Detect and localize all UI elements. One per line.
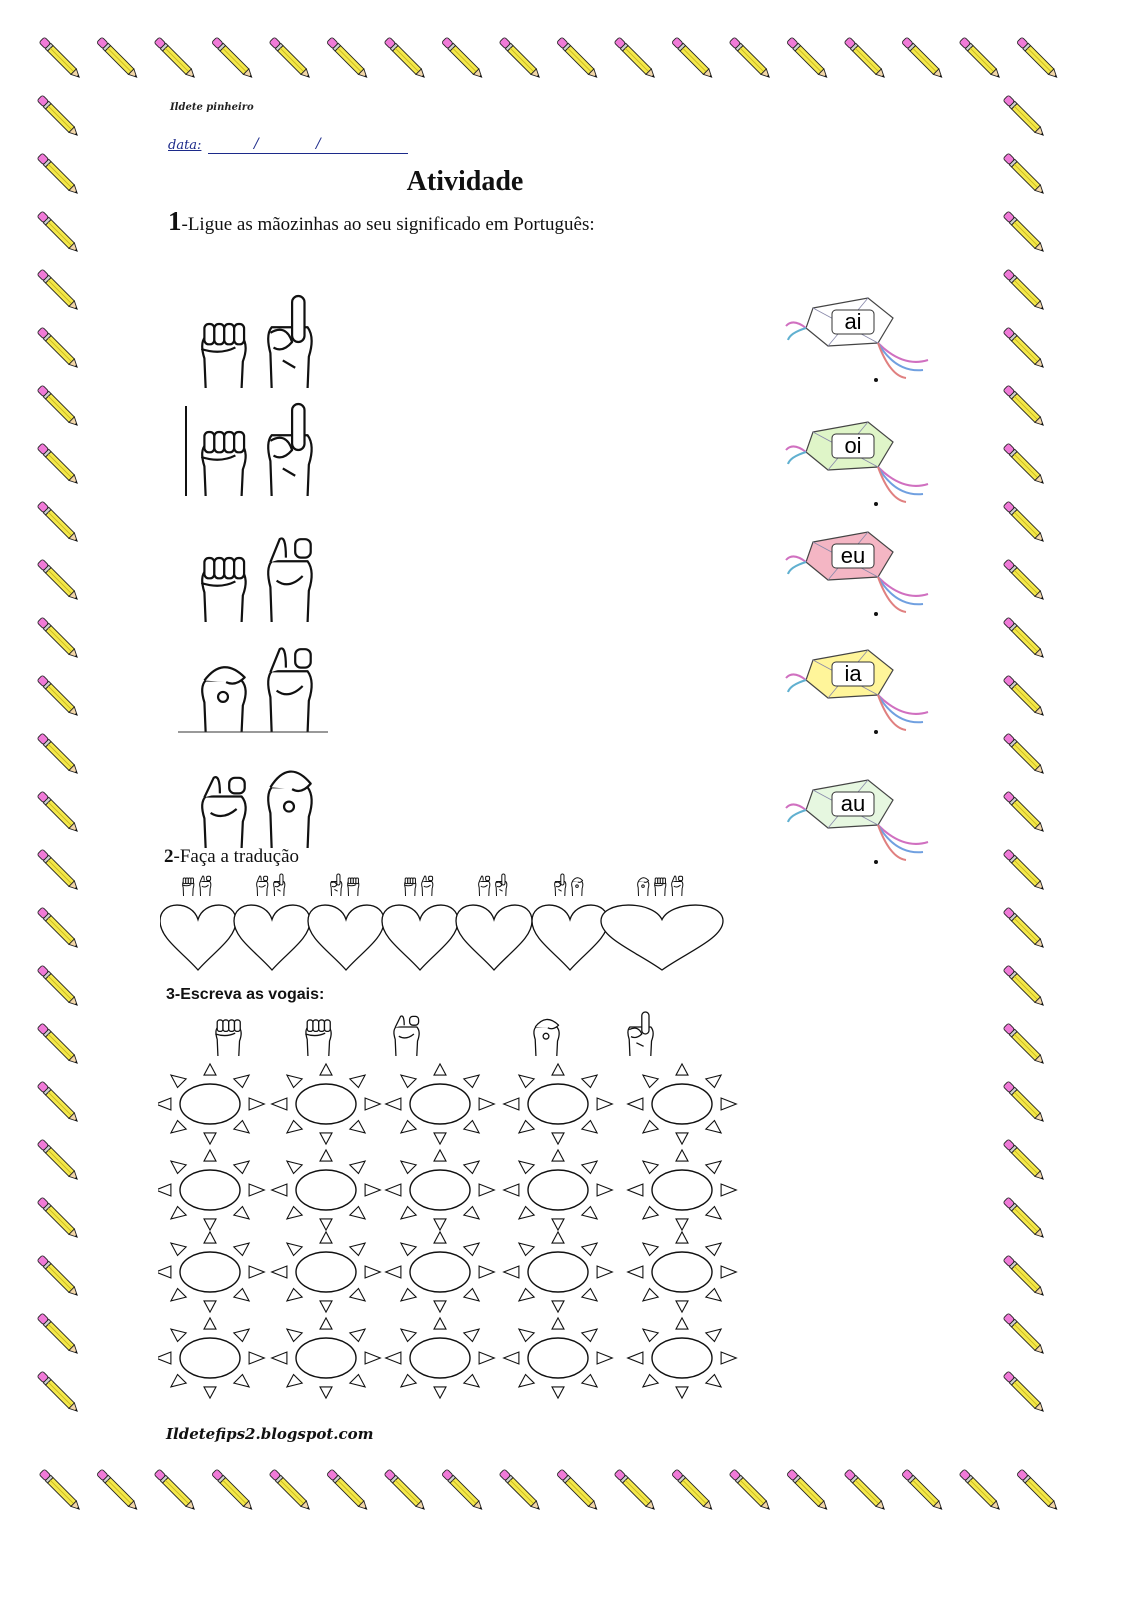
hand-sign-icon (268, 772, 311, 848)
pencil-icon (844, 37, 888, 81)
sun-shape[interactable] (386, 1232, 495, 1312)
small-hand-sign-icon (422, 876, 433, 896)
pencil-icon (614, 37, 658, 81)
hand-sign-icon (268, 648, 311, 732)
pencil-icon (37, 733, 81, 777)
pencil-icon (327, 37, 371, 81)
pencil-icon (1003, 617, 1047, 661)
vowel-hand-sign-icon (534, 1019, 559, 1056)
date-slash: / (254, 136, 259, 152)
date-label: data: (168, 138, 202, 153)
pencil-icon (37, 1313, 81, 1357)
heart-shape[interactable] (234, 905, 310, 970)
small-hand-sign-icon (347, 878, 358, 896)
hand-sign-icon (202, 667, 245, 732)
small-hand-sign-icon (654, 878, 665, 896)
kite-oi (778, 412, 948, 507)
vowel-hand-signs (160, 1008, 680, 1060)
pencil-icon (1003, 965, 1047, 1009)
pencil-icon (1003, 501, 1047, 545)
date-field (168, 136, 408, 156)
pencil-icon (1003, 791, 1047, 835)
kite-word: ia (844, 661, 862, 686)
pencil-icon (37, 269, 81, 313)
kite-word: ai (844, 309, 862, 334)
pencil-icon (37, 1255, 81, 1299)
heart-shape[interactable] (308, 905, 384, 970)
pencil-icon (1003, 1023, 1047, 1067)
pencil-icon (212, 37, 256, 81)
blog-footer: Ildetefips2.blogspot.com (166, 1425, 374, 1443)
pencil-icon (37, 327, 81, 371)
small-hand-sign-icon (572, 878, 583, 896)
sun-shape[interactable] (504, 1064, 613, 1144)
pencil-icon (1003, 153, 1047, 197)
small-hand-sign-icon (182, 878, 193, 896)
pencil-icon (37, 385, 81, 429)
small-hand-sign-icon (331, 874, 342, 896)
pencil-icon (37, 1023, 81, 1067)
pencil-icon (902, 37, 946, 81)
pencil-icon (959, 1469, 1003, 1513)
pencil-icon (37, 1371, 81, 1415)
sun-grid (158, 1062, 758, 1412)
pencil-icon (1003, 95, 1047, 139)
pencil-icon (1003, 269, 1047, 313)
question-1 (168, 208, 638, 238)
pencil-icon (37, 791, 81, 835)
sun-shape[interactable] (504, 1318, 613, 1398)
sun-shape[interactable] (628, 1232, 737, 1312)
pencil-icon (787, 37, 831, 81)
pencil-icon (1003, 1371, 1047, 1415)
pencil-icon (1003, 675, 1047, 719)
kite-au (778, 770, 948, 865)
translation-hearts (160, 872, 750, 977)
pencil-icon (37, 443, 81, 487)
pencil-icon (37, 907, 81, 951)
pencil-icon (442, 1469, 486, 1513)
kite-word: oi (844, 433, 862, 458)
small-hand-sign-icon (496, 874, 507, 896)
hand-sign-pair (178, 636, 338, 736)
vowel-hand-sign-icon (628, 1012, 653, 1056)
sun-shape[interactable] (158, 1150, 264, 1230)
vowel-hand-sign-icon (215, 1020, 241, 1056)
hand-sign-icon (201, 432, 245, 496)
heart-shape[interactable] (532, 905, 608, 970)
pencil-icon (37, 559, 81, 603)
pencil-icon (1003, 733, 1047, 777)
pencil-icon (37, 95, 81, 139)
hand-sign-icon (268, 538, 311, 622)
hand-sign-pair (178, 292, 338, 392)
pencil-icon (269, 37, 313, 81)
heart-shape[interactable] (601, 905, 723, 970)
sun-shape[interactable] (628, 1064, 737, 1144)
sun-shape[interactable] (158, 1232, 264, 1312)
pencil-icon (902, 1469, 946, 1513)
pencil-icon (37, 1139, 81, 1183)
sun-shape[interactable] (628, 1150, 737, 1230)
pencil-icon (499, 1469, 543, 1513)
pencil-icon (557, 1469, 601, 1513)
pencil-icon (37, 1197, 81, 1241)
pencil-icon (672, 37, 716, 81)
sun-shape[interactable] (386, 1064, 495, 1144)
sun-shape[interactable] (158, 1064, 264, 1144)
question-2-number: 2 (164, 846, 174, 867)
kite-word: au (840, 791, 866, 816)
small-hand-sign-icon (555, 874, 566, 896)
sun-shape[interactable] (504, 1232, 613, 1312)
sun-shape[interactable] (386, 1150, 495, 1230)
pencil-icon (37, 965, 81, 1009)
pencil-icon (1003, 1197, 1047, 1241)
sun-shape[interactable] (272, 1318, 381, 1398)
pencil-icon (1017, 37, 1061, 81)
page-title: Atividade (406, 166, 524, 197)
date-slash: / (316, 136, 321, 152)
question-1-number: 1 (168, 206, 182, 236)
pencil-icon (37, 501, 81, 545)
kite-ia (778, 640, 948, 735)
pencil-icon (1003, 1313, 1047, 1357)
pencil-icon (557, 37, 601, 81)
pencil-icon (384, 37, 428, 81)
pencil-icon (384, 1469, 428, 1513)
pencil-icon (1003, 211, 1047, 255)
small-hand-sign-icon (274, 874, 285, 896)
pencil-icon (1003, 385, 1047, 429)
pencil-icon (39, 1469, 83, 1513)
pencil-icon (1003, 1255, 1047, 1299)
question-1-text: -Ligue as mãozinhas ao seu significado em Português: (181, 214, 595, 235)
pencil-icon (97, 1469, 141, 1513)
sun-shape[interactable] (386, 1318, 495, 1398)
question-2 (164, 846, 299, 868)
pencil-icon (212, 1469, 256, 1513)
pencil-icon (37, 211, 81, 255)
sun-shape[interactable] (272, 1150, 381, 1230)
hand-sign-icon (268, 404, 311, 496)
pencil-icon (1003, 327, 1047, 371)
pencil-icon (1003, 849, 1047, 893)
pencil-icon (37, 617, 81, 661)
pencil-icon (154, 37, 198, 81)
pencil-icon (97, 37, 141, 81)
pencil-icon (672, 1469, 716, 1513)
pencil-icon (37, 675, 81, 719)
date-underline (208, 153, 408, 154)
pencil-icon (1003, 443, 1047, 487)
small-hand-sign-icon (479, 876, 490, 896)
sun-shape[interactable] (158, 1318, 264, 1398)
pencil-icon (729, 37, 773, 81)
hand-sign-pair (178, 400, 338, 500)
heart-shape[interactable] (456, 905, 532, 970)
pencil-icon (499, 37, 543, 81)
pencil-icon (1003, 1139, 1047, 1183)
hand-sign-icon (201, 558, 245, 622)
heart-shape[interactable] (160, 905, 236, 970)
pencil-icon (1017, 1469, 1061, 1513)
small-hand-sign-icon (257, 876, 268, 896)
small-hand-sign-icon (404, 878, 415, 896)
pencil-icon (959, 37, 1003, 81)
pencil-icon (442, 37, 486, 81)
pencil-icon (614, 1469, 658, 1513)
kite-eu (778, 522, 948, 617)
pencil-icon (39, 37, 83, 81)
pencil-icon (1003, 907, 1047, 951)
vowel-hand-sign-icon (394, 1016, 419, 1056)
pencil-icon (787, 1469, 831, 1513)
pencil-icon (37, 849, 81, 893)
kite-word: eu (840, 543, 866, 568)
question-2-text: -Faça a tradução (173, 846, 300, 867)
pencil-icon (269, 1469, 313, 1513)
sun-shape[interactable] (504, 1150, 613, 1230)
pencil-icon (154, 1469, 198, 1513)
kite-ai (778, 288, 948, 383)
small-hand-sign-icon (638, 878, 649, 896)
sun-shape[interactable] (272, 1232, 381, 1312)
question-3: 3-Escreva as vogais: (166, 986, 325, 1003)
hand-sign-pair (178, 752, 338, 852)
hand-sign-icon (201, 324, 245, 388)
pencil-icon (844, 1469, 888, 1513)
pencil-icon (37, 153, 81, 197)
vowel-hand-sign-icon (305, 1020, 331, 1056)
hand-sign-pair (178, 526, 338, 626)
hand-sign-icon (202, 777, 245, 848)
heart-shape[interactable] (382, 905, 458, 970)
pencil-icon (729, 1469, 773, 1513)
author-name: Ildete pinheiro (170, 102, 254, 113)
hand-sign-icon (268, 296, 311, 388)
small-hand-sign-icon (200, 876, 211, 896)
sun-shape[interactable] (628, 1318, 737, 1398)
pencil-icon (37, 1081, 81, 1125)
small-hand-sign-icon (672, 876, 683, 896)
pencil-icon (1003, 1081, 1047, 1125)
pencil-icon (1003, 559, 1047, 603)
sun-shape[interactable] (272, 1064, 381, 1144)
pencil-icon (327, 1469, 371, 1513)
